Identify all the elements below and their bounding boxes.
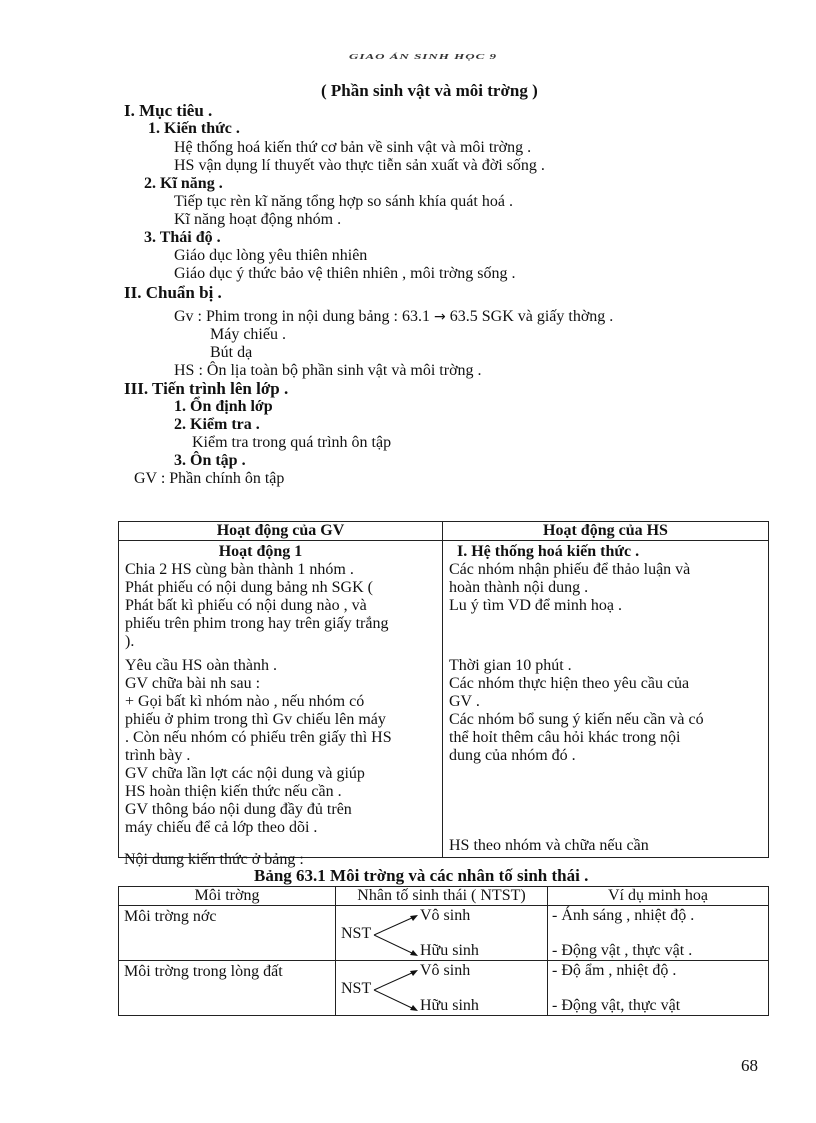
table-63-nst-cell	[336, 961, 548, 1016]
activity-gv-line: HS hoàn thiện kiến thức nếu cần .	[125, 783, 342, 800]
activity-gv-line: Phát phiếu có nội dung bảng nh SGK (	[125, 579, 373, 596]
activity-table	[118, 521, 769, 858]
example-abiotic: - Độ ẩm , nhiệt độ .	[552, 962, 677, 979]
table-63-env: Môi trờng nớc	[124, 908, 217, 925]
activity-gv-line: GV chữa bài nh sau :	[125, 675, 261, 692]
table-63-header-example	[548, 887, 769, 906]
table-63-header-example-label: Ví dụ minh hoạ	[608, 887, 708, 904]
preparation-gv-line	[174, 308, 613, 326]
activity-gv-line: GV thông báo nội dung đầy đủ trên	[125, 801, 352, 818]
activity-hs-title: I. Hệ thống hoá kiến thức .	[457, 543, 640, 560]
step-2-line: Kiểm tra trong quá trình ôn tập	[192, 434, 392, 451]
table-63-env: Môi trờng trong lòng đất	[124, 963, 283, 980]
activity-hs-line: GV .	[449, 693, 480, 710]
table-63-nst-cell	[336, 906, 548, 961]
activity-header-gv-label: Hoạt động của GV	[216, 522, 345, 539]
step-1-heading: 1. Ổn định lớp	[174, 398, 273, 415]
preparation-hs-line: HS : Ôn lịa toàn bộ phần sinh vật và môi trờng .	[174, 362, 482, 379]
table-63-header-env	[119, 887, 336, 906]
right-arrow-icon: →	[434, 309, 446, 325]
section-3-heading: III. Tiến trình lên lớp .	[124, 379, 289, 398]
table-63-header-env-label: Môi trờng	[194, 887, 260, 904]
environment-factor-table	[118, 886, 769, 1016]
page-number: 68	[741, 1056, 758, 1075]
activity-hs-line: thể hoỉt thêm câu hỏi khác trong nội	[449, 729, 681, 746]
nst-biotic: Hữu sinh	[420, 997, 479, 1014]
activity-gv-line: GV chữa lần lợt các nội dung và giúp	[125, 765, 365, 782]
activity-gv-line: phiếu ở phim trong thì Gv chiếu lên máy	[125, 711, 386, 728]
example-biotic: - Động vật, thực vật	[552, 997, 681, 1014]
nst-abiotic: Vô sinh	[420, 907, 471, 924]
activity-header-hs-label: Hoạt động của HS	[543, 522, 668, 539]
activity-hs-line: dung của nhóm đó .	[449, 747, 576, 764]
nst-label: NST	[341, 980, 372, 997]
knowledge-line: HS vận dụng lí thuyết vào thực tiễn sản xuất và đời sống .	[174, 157, 545, 174]
nst-abiotic: Vô sinh	[420, 962, 471, 979]
activity-hs-line: Lu ý tìm VD để minh hoạ .	[449, 597, 623, 614]
activity-gv-line: trình bày .	[125, 747, 191, 764]
activity-hs-cell	[443, 541, 769, 858]
activity-hs-line: Các nhóm bổ sung ý kiến nếu cần và có	[449, 711, 704, 728]
activity-gv-line: Chia 2 HS cùng bàn thành 1 nhóm .	[125, 561, 354, 578]
preparation-item: Bút dạ	[210, 344, 253, 361]
activity-hs-line: Các nhóm nhận phiếu để thảo luận và	[449, 561, 691, 578]
activity-gv-line: . Còn nếu nhóm có phiếu trên giấy thì HS	[125, 729, 392, 746]
preparation-gv-text: Gv : Phim trong in nội dung bảng : 63.1	[174, 308, 430, 325]
activity-hs-line: Thời gian 10 phút .	[449, 657, 572, 674]
nst-label: NST	[341, 925, 372, 942]
document-header-title: GIAO ÁN SINH HỌC 9	[349, 52, 498, 61]
activity-hs-line: Các nhóm thực hiện theo yêu cầu của	[449, 675, 690, 692]
table-63-example-cell	[548, 906, 769, 961]
table-63-env-cell	[119, 961, 336, 1016]
attitude-heading: 3. Thái độ .	[144, 229, 221, 246]
branch-arrow-icon	[372, 966, 422, 1014]
example-abiotic: - Ánh sáng , nhiệt độ .	[552, 907, 695, 924]
review-gv-line: GV : Phần chính ôn tập	[134, 470, 285, 487]
activity-gv-line: + Gọi bất kì nhóm nào , nếu nhóm có	[125, 693, 365, 710]
knowledge-heading: 1. Kiến thức .	[148, 120, 240, 137]
knowledge-line: Hệ thống hoá kiến thứ cơ bản về sinh vật và môi trờng .	[174, 139, 532, 156]
document-subtitle: ( Phần sinh vật và môi trờng )	[321, 81, 538, 100]
example-biotic: - Động vật , thực vật .	[552, 942, 693, 959]
activity-hs-line: HS theo nhóm và chữa nếu cần	[449, 837, 649, 854]
table-63-caption: Bảng 63.1 Môi trờng và các nhân tố sinh thái .	[254, 866, 589, 885]
preparation-gv-text-end: 63.5 SGK và giấy thờng .	[449, 308, 614, 325]
nst-biotic: Hữu sinh	[420, 942, 479, 959]
table-63-env-cell	[119, 906, 336, 961]
activity-header-hs	[443, 522, 769, 541]
knowledge-table-note: Nội dung kiến thức ở bảng :	[124, 851, 304, 868]
table-63-header-nst	[336, 887, 548, 906]
skills-line: Kĩ năng hoạt động nhóm .	[174, 211, 342, 228]
activity-gv-title: Hoạt động 1	[218, 543, 303, 560]
step-2-heading: 2. Kiểm tra .	[174, 416, 260, 433]
section-1-heading: I. Mục tiêu .	[124, 101, 213, 120]
preparation-item: Máy chiếu .	[210, 326, 286, 343]
attitude-line: Giáo dục lòng yêu thiên nhiên	[174, 247, 368, 264]
activity-gv-cell	[119, 541, 443, 858]
table-63-example-cell	[548, 961, 769, 1016]
table-63-header-nst-label: Nhân tố sinh thái ( NTST)	[357, 887, 526, 904]
activity-gv-line: máy chiếu để cả lớp theo dõi .	[125, 819, 318, 836]
activity-header-gv	[119, 522, 443, 541]
attitude-line: Giáo dục ý thức bảo vệ thiên nhiên , môi trờng sống .	[174, 265, 516, 282]
activity-gv-line: phiếu trên phim trong hay trên giấy trắng	[125, 615, 389, 632]
activity-hs-line: hoàn thành nội dung .	[449, 579, 589, 596]
activity-gv-line: Yêu cầu HS oàn thành .	[125, 657, 277, 674]
section-2-heading: II. Chuẩn bị .	[124, 283, 222, 302]
activity-gv-line: ).	[125, 633, 135, 650]
skills-line: Tiếp tục rèn kĩ năng tổng hợp so sánh khía quát hoá .	[174, 193, 513, 210]
skills-heading: 2. Kĩ năng .	[144, 175, 223, 192]
step-3-heading: 3. Ôn tập .	[174, 452, 246, 469]
branch-arrow-icon	[372, 911, 422, 959]
activity-gv-line: Phát bất kì phiếu có nội dung nào , và	[125, 597, 367, 614]
